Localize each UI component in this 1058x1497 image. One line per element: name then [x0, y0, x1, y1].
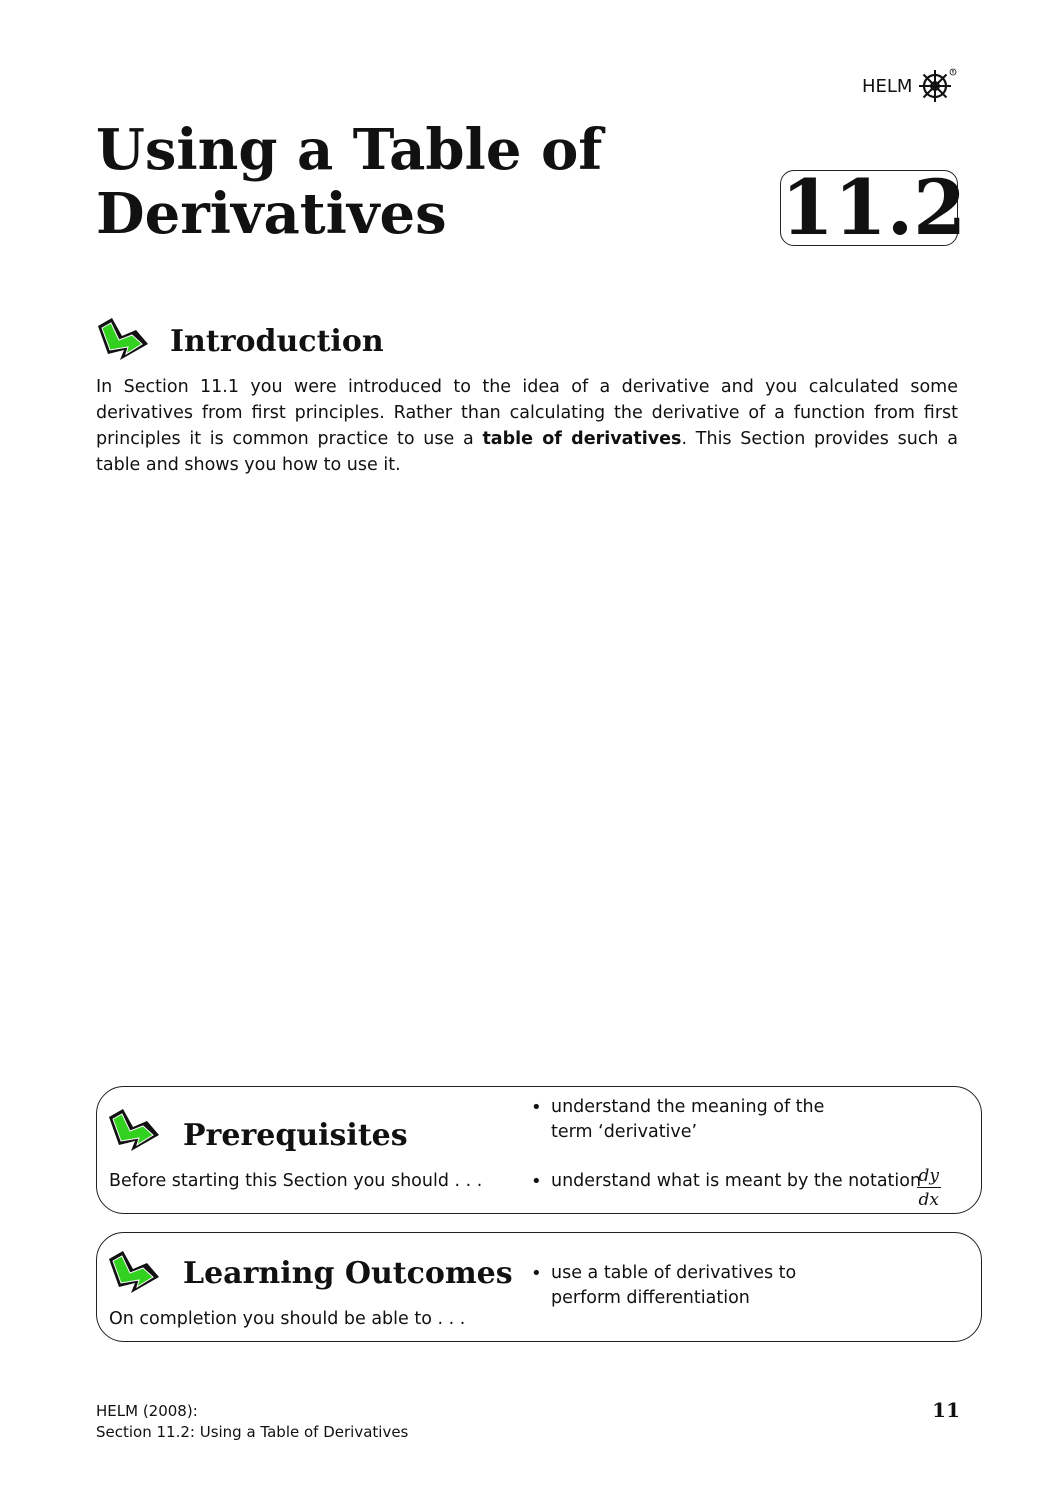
learning-outcomes-list — [529, 1261, 969, 1311]
prerequisites-list — [529, 1095, 969, 1210]
footer-line-2: Section 11.2: Using a Table of Derivatives — [96, 1423, 409, 1441]
page-title: Using a Table of Derivatives — [96, 117, 603, 247]
learning-outcomes-lead: On completion you should be able to . . . — [109, 1309, 466, 1329]
prerequisites-box — [96, 1086, 982, 1214]
section-number: 11.2 — [781, 163, 967, 252]
introduction-heading: Introduction — [170, 324, 384, 359]
ship-wheel-icon — [917, 68, 957, 104]
arrow-icon — [96, 316, 152, 366]
intro-text-bold: table of derivatives — [482, 429, 682, 449]
fraction-numerator: dy — [918, 1166, 939, 1186]
arrow-icon — [107, 1249, 163, 1299]
page-number: 11 — [932, 1398, 960, 1422]
helm-logo — [862, 64, 962, 104]
prerequisites-lead: Before starting this Section you should . . . — [109, 1171, 483, 1191]
arrow-icon — [107, 1107, 163, 1157]
learning-outcomes-heading: Learning Outcomes — [183, 1256, 513, 1291]
list-item: • understand the meaning of the term ‘derivative’ — [529, 1095, 871, 1145]
prerequisites-heading: Prerequisites — [183, 1118, 408, 1153]
dy-dx-fraction — [917, 1166, 942, 1210]
section-number-box — [780, 163, 967, 252]
intro-text-part1: In Section 11.1 you were introduced to the idea of a derivative and you calculated some derivatives from first principles. Rather than calculating the derivative of a function from first principles it is common practice to use a — [96, 377, 958, 449]
fraction-denominator: dx — [918, 1190, 939, 1210]
footer-line-1: HELM (2008): — [96, 1402, 198, 1420]
list-item: • use a table of derivatives to perform differentiation — [529, 1261, 871, 1311]
svg-text:R: R — [951, 69, 955, 75]
footer-citation — [96, 1401, 408, 1443]
logo-text: HELM — [862, 76, 913, 97]
intro-text-part2: . This Section provides such a table and shows you how to use it. — [96, 429, 958, 475]
list-item-text: understand what is meant by the notation — [551, 1171, 922, 1191]
list-item — [529, 1166, 969, 1210]
introduction-text — [96, 374, 958, 478]
learning-outcomes-box — [96, 1232, 982, 1342]
